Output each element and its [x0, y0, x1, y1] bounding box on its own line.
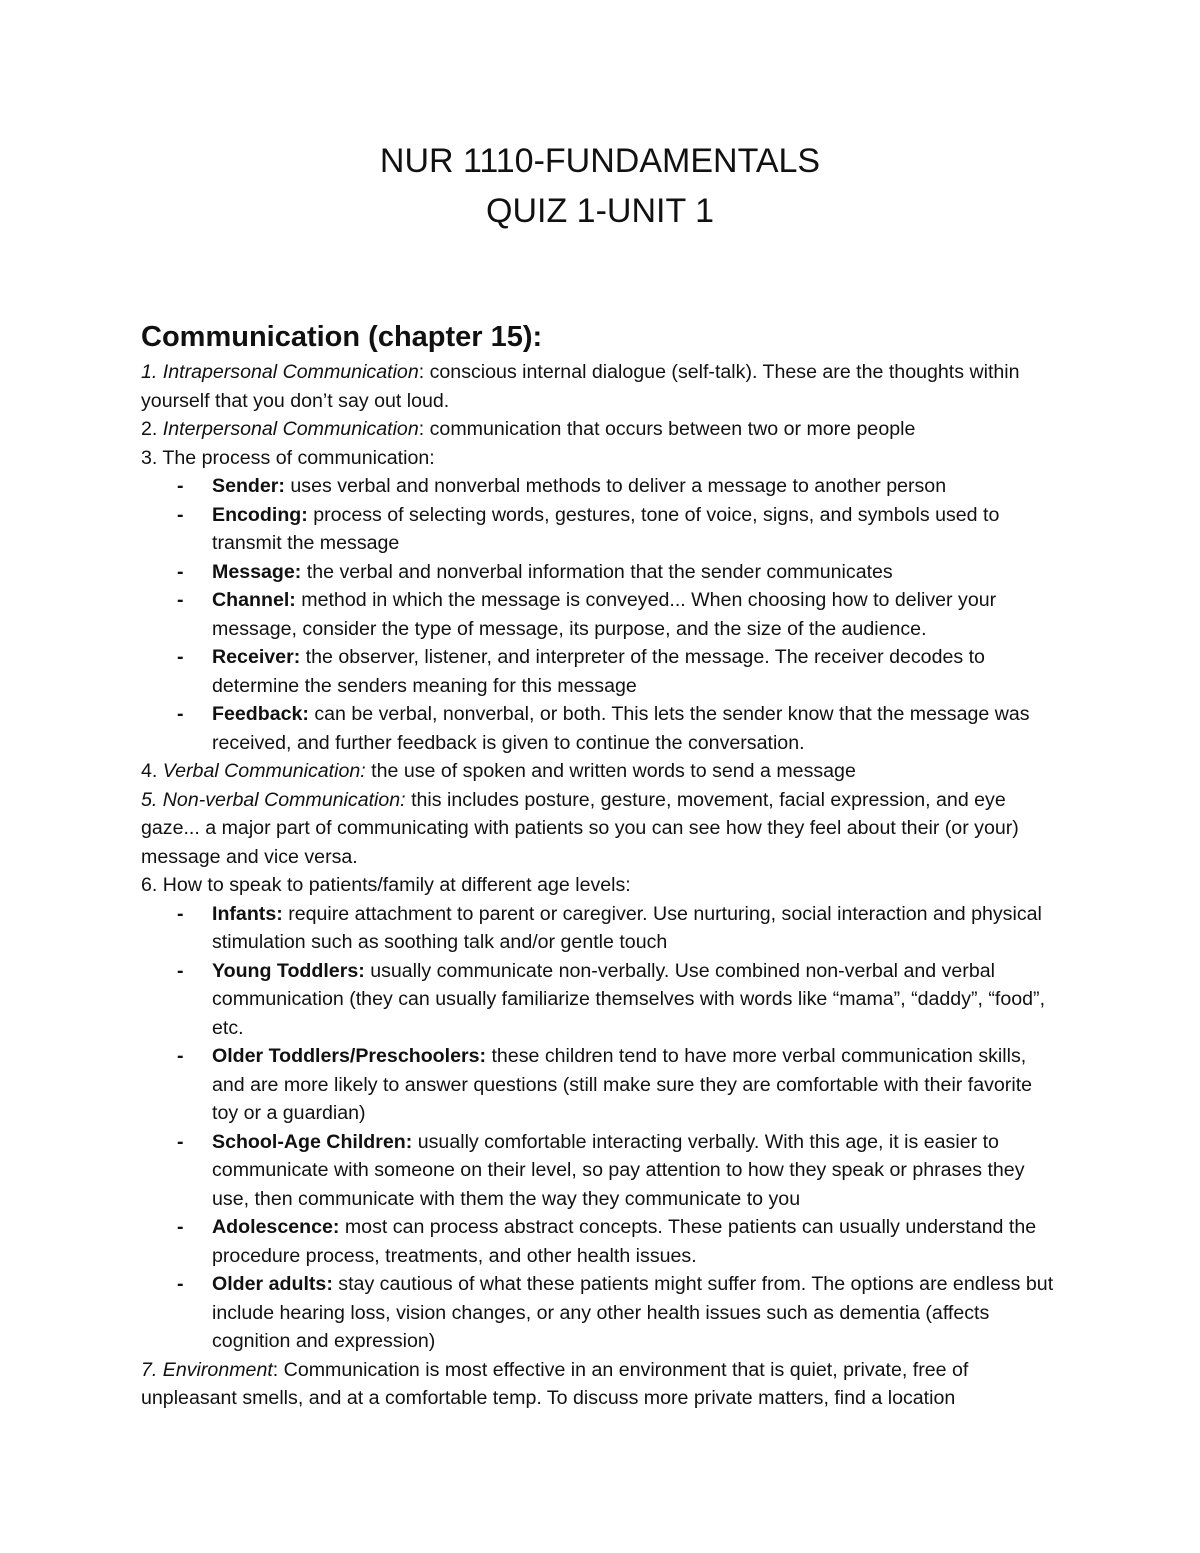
item-label: Verbal Communication:: [162, 760, 366, 782]
process-bullet-list: [141, 472, 1061, 757]
bullet-mark: -: [177, 1130, 184, 1153]
bullet-mark: -: [177, 589, 184, 611]
item-text: : communication that occurs between two or more people: [418, 418, 916, 440]
section-heading: Communication (chapter 15):: [141, 321, 543, 353]
bullet-mark: -: [177, 475, 184, 497]
item-intrapersonal: [141, 358, 1061, 415]
definition: method in which the message is conveyed... When choosing how to deliver your message, consider the type of message, its purpose, and the size of the audience.: [212, 589, 997, 640]
list-item: [141, 900, 1061, 957]
item-interpersonal: [141, 415, 1061, 444]
list-item: [141, 472, 1061, 501]
item-label: 5. Non-verbal Communication:: [141, 788, 406, 811]
bullet-mark: -: [177, 902, 184, 925]
item-label: Interpersonal Communication: [162, 418, 419, 440]
definition: uses verbal and nonverbal methods to deliver a message to another person: [284, 475, 947, 497]
term: Receiver:: [212, 646, 301, 668]
definition: the verbal and nonverbal information that the sender communicates: [301, 560, 893, 583]
term: School-Age Children:: [212, 1130, 413, 1153]
term: Infants:: [212, 902, 283, 925]
definition: these children tend to have more verbal communication skills, and are more likely to answer questions (still make sure they are comfortable with their favorite toy or a guardian): [212, 1045, 1033, 1124]
item-text: this includes posture, gesture, movement, facial expression, and eye gaze... a major part of communicating with patients so you can see how they feel about their (or your) message and vice versa.: [141, 788, 1019, 868]
definition: process of selecting words, gestures, tone of voice, signs, and symbols used to transmit the message: [212, 503, 1000, 554]
list-item: [141, 700, 1061, 757]
bullet-mark: -: [177, 959, 184, 982]
item-label: 7. Environment: [141, 1358, 273, 1381]
list-item: [141, 1270, 1061, 1356]
list-item: [141, 957, 1061, 1043]
list-item: [141, 1213, 1061, 1270]
term: Message:: [212, 560, 302, 583]
bullet-mark: -: [177, 1273, 184, 1295]
item-nonverbal: [141, 786, 1061, 872]
bullet-mark: -: [177, 503, 184, 526]
item-verbal: [141, 757, 1061, 786]
term: Channel:: [212, 589, 296, 611]
item-age-levels: 6. How to speak to patients/family at different age levels:: [141, 874, 631, 896]
term: Adolescence:: [212, 1216, 340, 1238]
list-item: [141, 501, 1061, 558]
definition: stay cautious of what these patients might suffer from. The options are endless but include hearing loss, vision changes, or any other health issues such as dementia (affects cognition and expression): [212, 1273, 1054, 1352]
item-text: the use of spoken and written words to send a message: [365, 760, 856, 782]
list-item: [141, 558, 1061, 587]
bullet-mark: -: [177, 703, 184, 725]
definition: most can process abstract concepts. These patients can usually understand the procedure process, treatments, and other health issues.: [212, 1216, 1037, 1267]
list-item: [141, 643, 1061, 700]
bullet-mark: -: [177, 560, 184, 583]
document-subtitle: QUIZ 1-UNIT 1: [486, 192, 714, 230]
definition: usually communicate non-verbally. Use combined non-verbal and verbal communication (they can usually familiarize themselves with words like “mama”, “daddy”, “food”, etc.: [212, 959, 1046, 1039]
item-text: : Communication is most effective in an environment that is quiet, private, free of unpleasant smells, and at a comfortable temp. To discuss more private matters, find a location: [141, 1358, 969, 1409]
definition: the observer, listener, and interpreter of the message. The receiver decodes to determine the senders meaning for this message: [212, 646, 985, 697]
definition: usually comfortable interacting verbally. With this age, it is easier to communicate with someone on their level, so pay attention to how they speak or phrases they use, then communicate with them the way they communicate to you: [212, 1130, 1025, 1210]
bullet-mark: -: [177, 1045, 184, 1067]
bullet-mark: -: [177, 646, 184, 668]
term: Older Toddlers/Preschoolers:: [212, 1045, 487, 1067]
definition: can be verbal, nonverbal, or both. This lets the sender know that the message was received, and further feedback is given to continue the conversation.: [212, 703, 1030, 754]
item-environment: [141, 1356, 1061, 1413]
list-item: [141, 1128, 1061, 1214]
term: Encoding:: [212, 503, 308, 526]
item-number: 2.: [141, 418, 163, 440]
section-body: [141, 358, 1061, 1413]
term: Sender:: [212, 475, 285, 497]
age-bullet-list: [141, 900, 1061, 1356]
definition: require attachment to parent or caregiver. Use nurturing, social interaction and physical stimulation such as soothing talk and/or gentle touch: [212, 902, 1042, 953]
term: Older adults:: [212, 1273, 333, 1295]
item-label: 1. Intrapersonal Communication: [141, 361, 419, 383]
item-text: : conscious internal dialogue (self-talk). These are the thoughts within yourself that you don’t say out loud.: [141, 361, 1020, 412]
list-item: [141, 586, 1061, 643]
item-number: 4.: [141, 760, 163, 782]
term: Feedback:: [212, 703, 309, 725]
term: Young Toddlers:: [212, 959, 365, 982]
bullet-mark: -: [177, 1216, 184, 1238]
list-item: [141, 1042, 1061, 1128]
document-title: NUR 1110-FUNDAMENTALS: [379, 142, 821, 180]
item-process: 3. The process of communication:: [141, 446, 435, 469]
